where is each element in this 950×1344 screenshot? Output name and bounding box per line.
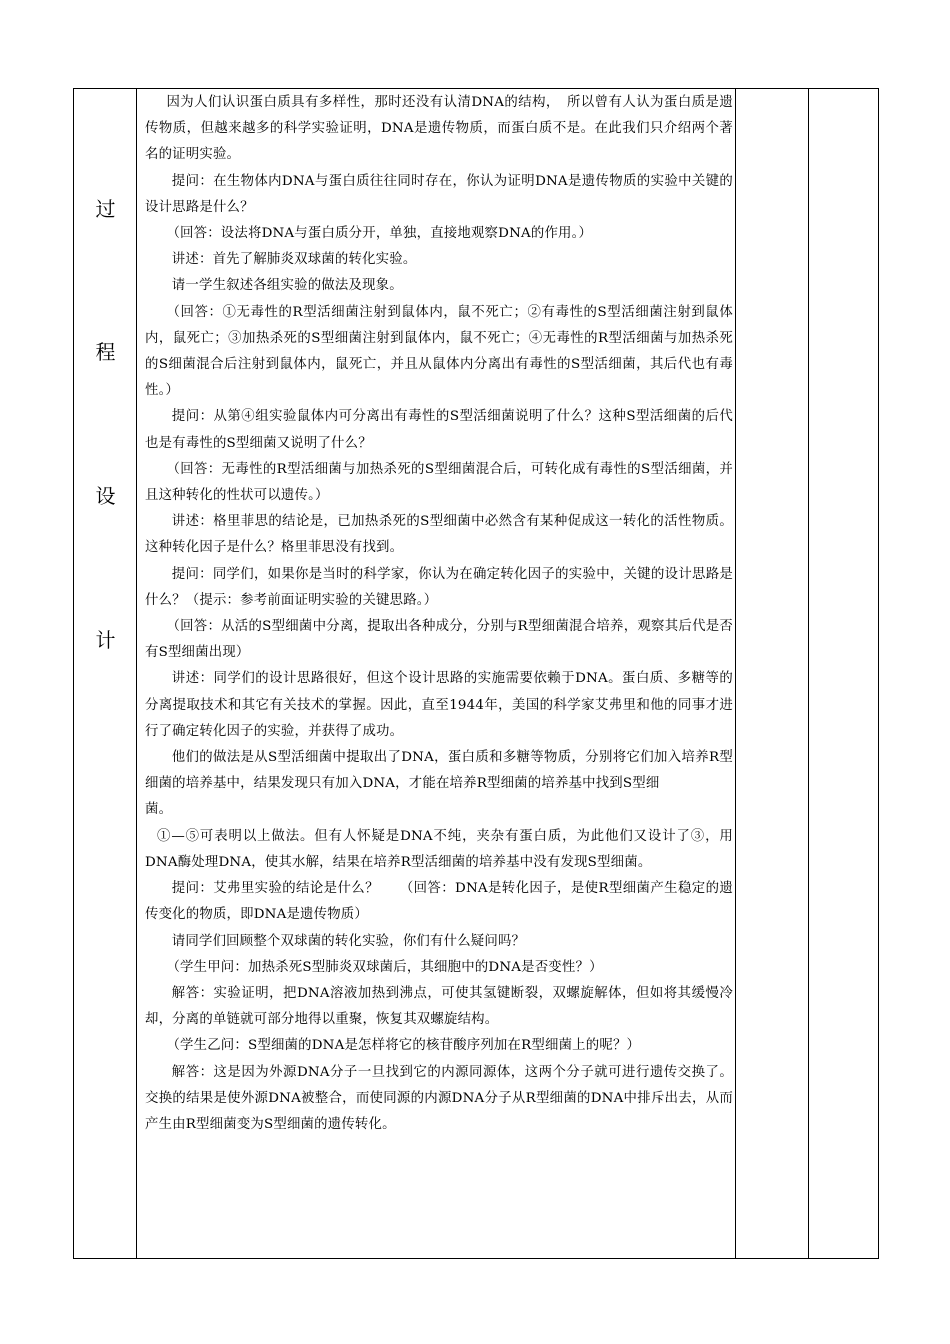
paragraph: 他们的做法是从S型活细菌中提取出了DNA，蛋白质和多糖等物质，分别将它们加入培养R型细菌的培养基中，结果发现只有加入DNA，才能在培养R型细菌的培养基中找到S型细	[145, 750, 733, 792]
section-label-char: 过	[95, 197, 116, 221]
paragraph: 讲述：首先了解肺炎双球菌的转化实验。	[171, 252, 417, 268]
paragraph: （回答：设法将DNA与蛋白质分开，单独，直接地观察DNA的作用。）	[166, 226, 593, 242]
paragraph: 请一学生叙述各组实验的做法及现象。	[171, 278, 403, 294]
paragraph: 请同学们回顾整个双球菌的转化实验，你们有什么疑问吗？	[171, 933, 526, 949]
paragraph: 提问：在生物体内DNA与蛋白质往往同时存在，你认为证明DNA是遗传物质的实验中关键的设计思路是什么？	[145, 173, 733, 215]
paragraph: 因为人们认识蛋白质具有多样性，那时还没有认清DNA的结构， 所以曾有人认为蛋白质是遗传物质，但越来越多的科学实验证明，DNA是遗传物质，而蛋白质不是。在此我们只介绍两个著名的证明实验。	[145, 95, 733, 163]
paragraph: （学生甲问：加热杀死S型肺炎双球菌后，其细胞中的DNA是否变性？）	[166, 959, 603, 975]
section-label-char: 计	[95, 628, 116, 652]
section-label-column	[74, 89, 137, 1258]
paragraph: 提问：艾弗里实验的结论是什么？ （回答：DNA是转化因子，是使R型细菌产生稳定的遗传变化的物质，即DNA是遗传物质）	[145, 881, 733, 923]
paragraph: （回答：从活的S型细菌中分离，提取出各种成分，分别与R型细菌混合培养，观察其后代是否有S型细菌出现）	[145, 619, 733, 661]
lesson-table	[73, 88, 879, 1259]
section-label-char: 程	[95, 340, 116, 364]
paragraph: 讲述：格里菲思的结论是，已加热杀死的S型细菌中必然含有某种促成这一转化的活性物质。这种转化因子是什么？格里菲思没有找到。	[145, 514, 733, 556]
paragraph: 解答：这是因为外源DNA分子一旦找到它的内源同源体，这两个分子就可进行遗传交换了。交换的结果是使外源DNA被整合，而使同源的内源DNA分子从R型细菌的DNA中排斥出去，从而产生由R型细菌变为S型细菌的遗传转化。	[145, 1064, 733, 1132]
column-divider-3	[808, 89, 809, 1258]
paragraph: 解答：实验证明，把DNA溶液加热到沸点，可使其氢键断裂，双螺旋解体，但如将其缓慢冷却，分离的单链就可部分地得以重聚，恢复其双螺旋结构。	[145, 985, 733, 1028]
paragraph: 讲述：同学们的设计思路很好，但这个设计思路的实施需要依赖于DNA。蛋白质、多糖等的分离提取技术和其它有关技术的掌握。因此，直至1944年，美国的科学家艾弗里和他的同事才进行了确定转化因子的实验，并获得了成功。	[145, 671, 733, 739]
paragraph: （学生乙问：S型细菌的DNA是怎样将它的核苷酸序列加在R型细菌上的呢？）	[166, 1038, 641, 1054]
column-divider-2	[735, 89, 736, 1258]
paragraph: ①—⑤可表明以上做法。但有人怀疑是DNA不纯，夹杂有蛋白质，为此他们又设计了③，用DNA酶处理DNA，使其水解，结果在培养R型活细菌的培养基中没有发现S型细菌。	[145, 828, 733, 870]
paragraph: 提问：从第④组实验鼠体内可分离出有毒性的S型活细菌说明了什么？这种S型活细菌的后代也是有毒性的S型细菌又说明了什么？	[145, 409, 733, 451]
paragraph: （回答：①无毒性的R型活细菌注射到鼠体内，鼠不死亡；②有毒性的S型活细菌注射到鼠体内，鼠死亡；③加热杀死的S型细菌注射到鼠体内，鼠不死亡；④无毒性的R型活细菌与加热杀死的S细菌混合后注射到鼠体内，鼠死亡，并且从鼠体内分离出有毒性的S型活细菌，其后代也有毒性。）	[145, 304, 733, 399]
section-label-char: 设	[95, 484, 116, 508]
paragraph: 提问：同学们，如果你是当时的科学家，你认为在确定转化因子的实验中，关键的设计思路是什么？（提示：参考前面证明实验的关键思路。）	[145, 566, 733, 608]
lesson-content	[145, 90, 733, 1138]
paragraph: 菌。	[145, 802, 173, 818]
paragraph: （回答：无毒性的R型活细菌与加热杀死的S型细菌混合后，可转化成有毒性的S型活细菌，并且这种转化的性状可以遗传。）	[145, 461, 733, 504]
